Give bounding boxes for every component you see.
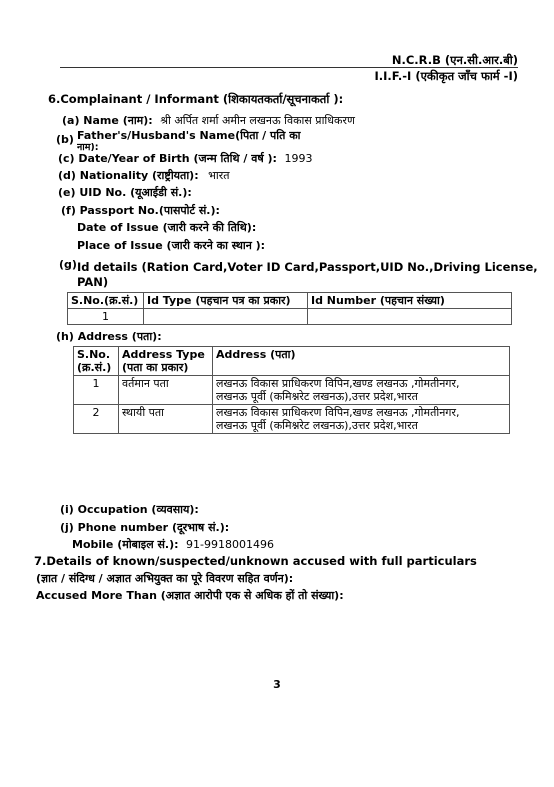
nationality-row <box>58 169 229 182</box>
name-label: (a) Name (नाम): <box>62 114 153 127</box>
mobile-row <box>72 538 274 551</box>
addr-row1-sno: 1 <box>74 376 119 405</box>
page-number: 3 <box>273 678 281 691</box>
id-col-type: Id Type (पहचान पत्र का प्रकार) <box>144 293 308 309</box>
father-label-continued: नाम): <box>77 143 99 151</box>
nationality-value: भारत <box>208 169 230 182</box>
mobile-value: 91-9918001496 <box>186 538 274 551</box>
addr-row2-sno: 2 <box>74 405 119 434</box>
addr-col-type-hi: (पता का प्रकार) <box>122 361 189 374</box>
father-label-prefix: (b) <box>56 133 74 146</box>
addr-row2-type: स्थायी पता <box>119 405 213 434</box>
dob-row <box>58 152 312 165</box>
passport-label: (f) Passport No.(पासपोर्ट सं.): <box>61 204 220 217</box>
mobile-label: Mobile (मोबाइल सं.): <box>72 538 179 551</box>
id-col-number: Id Number (पहचान संख्या) <box>308 293 512 309</box>
addr-row1-address <box>213 376 510 405</box>
uid-label: (e) UID No. (यूआईडी सं.): <box>58 186 192 199</box>
address-table-header <box>74 347 510 376</box>
header-form-title: I.I.F.-I (एकीकृत जाँच फार्म -I) <box>374 69 518 83</box>
accused-more-than-label: Accused More Than (अज्ञात आरोपी एक से अधिक हों तो संख्या): <box>36 589 344 602</box>
id-col-sno: S.No.(क्र.सं.) <box>68 293 144 309</box>
complainant-name-row <box>62 114 355 127</box>
addr-col-sno <box>74 347 119 376</box>
dob-label: (c) Date/Year of Birth (जन्म तिथि / वर्ष ): <box>58 152 277 165</box>
addr-row1-line1: लखनऊ विकास प्राधिकरण विपिन,खण्ड लखनऊ ,गोमतीनगर, <box>216 377 460 390</box>
dob-value: 1993 <box>284 152 313 165</box>
addr-col-sno-hi: (क्र.सं.) <box>77 361 112 374</box>
id-details-table <box>67 292 512 325</box>
addr-col-address <box>213 347 510 376</box>
father-label: Father's/Husband's Name(पिता / पति का <box>77 129 301 142</box>
nationality-label: (d) Nationality (राष्ट्रीयता): <box>58 169 199 182</box>
table-row <box>74 376 510 405</box>
id-details-label-continued: PAN) <box>77 275 109 289</box>
occupation-label: (i) Occupation (व्यवसाय): <box>60 503 199 516</box>
header-divider <box>60 67 518 68</box>
place-of-issue-label: Place of Issue (जारी करने का स्थान ): <box>77 239 266 252</box>
name-value: श्री अर्पित शर्मा अमीन लखनऊ विकास प्राधिकरण <box>160 114 355 127</box>
header-ncrb: N.C.R.B (एन.सी.आर.बी) <box>391 53 518 67</box>
id-table-header <box>68 293 512 309</box>
addr-row2-address <box>213 405 510 434</box>
section6-title: 6.Complainant / Informant (शिकायतकर्ता/सूचनाकर्ता ): <box>48 92 344 106</box>
id-details-label: Id details (Ration Card,Voter ID Card,Passport,UID No.,Driving License, <box>77 260 538 274</box>
phone-label: (j) Phone number (दूरभाष सं.): <box>60 521 230 534</box>
addr-row2-line1: लखनऊ विकास प्राधिकरण विपिन,खण्ड लखनऊ ,गोमतीनगर, <box>216 406 460 419</box>
id-row-type <box>144 309 308 325</box>
table-row <box>68 309 512 325</box>
addr-col-sno-en: S.No. <box>77 348 111 361</box>
id-row-number <box>308 309 512 325</box>
table-row <box>74 405 510 434</box>
address-table <box>73 346 510 434</box>
addr-col-type-en: Address Type <box>122 348 205 361</box>
addr-col-type <box>119 347 213 376</box>
addr-row2-line2: लखनऊ पूर्वी (कमिश्नरेट लखनऊ),उत्तर प्रदेश,भारत <box>216 419 418 432</box>
section7-subtitle: (ज्ञात / संदिग्ध / अज्ञात अभियुक्त का पूरे विवरण सहित वर्णन): <box>36 572 294 585</box>
address-label: (h) Address (पता): <box>56 330 162 343</box>
id-row-sno: 1 <box>68 309 144 325</box>
addr-col-address-en: Address (पता) <box>216 348 296 361</box>
date-of-issue-label: Date of Issue (जारी करने की तिथि): <box>77 221 257 234</box>
addr-row1-line2: लखनऊ पूर्वी (कमिश्नरेट लखनऊ),उत्तर प्रदेश,भारत <box>216 390 418 403</box>
section7-title: 7.Details of known/suspected/unknown accused with full particulars <box>34 554 477 568</box>
addr-row1-type: वर्तमान पता <box>119 376 213 405</box>
id-details-prefix: (g) <box>59 258 77 271</box>
